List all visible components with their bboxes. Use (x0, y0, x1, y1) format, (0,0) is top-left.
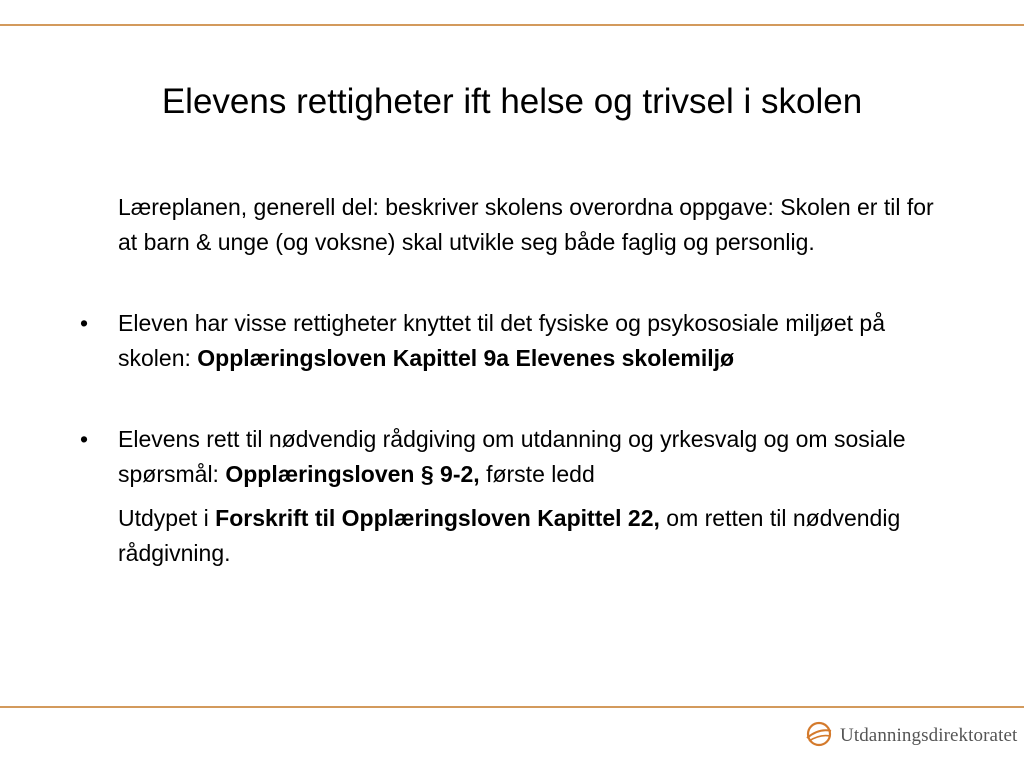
bottom-divider (0, 706, 1024, 708)
bullet-text: Eleven har visse rettigheter knyttet til det fysiske og psykososiale miljøet på skolen: (118, 310, 886, 371)
followup-bold-reference: Forskrift til Opplæringsloven Kapittel 22, (215, 505, 660, 531)
followup-prefix: Utdypet i (118, 505, 216, 531)
brand-logo (804, 716, 1018, 756)
slide-title: Elevens rettigheter ift helse og trivsel i skolen (161, 82, 863, 121)
bullet-marker: • (80, 426, 89, 452)
bullet-bold-reference: Opplæringsloven Kapittel 9a Elevenes skolemiljø (197, 345, 735, 371)
bullet-item (78, 422, 958, 492)
bullet-bold-reference: Opplæringsloven § 9-2, (225, 461, 480, 487)
bullet-marker: • (80, 310, 89, 336)
slide-body (78, 190, 958, 571)
intro-paragraph: Læreplanen, generell del: beskriver skolens overordna oppgave: Skolen er til for at barn & unge (og voksne) skal utvikle seg både faglig og personlig. (118, 194, 934, 255)
followup-suffix: om retten til nødvendig rådgivning. (118, 505, 901, 566)
top-divider (0, 24, 1024, 26)
logo-text: Utdanningsdirektoratet (840, 725, 1018, 746)
followup-paragraph (118, 501, 958, 571)
globe-icon (804, 719, 834, 754)
bullet-text-after: første ledd (479, 461, 595, 487)
bullet-text: Elevens rett til nødvendig rådgiving om utdanning og yrkesvalg og om sosiale spørsmål: (118, 426, 906, 487)
bullet-item (78, 306, 958, 376)
